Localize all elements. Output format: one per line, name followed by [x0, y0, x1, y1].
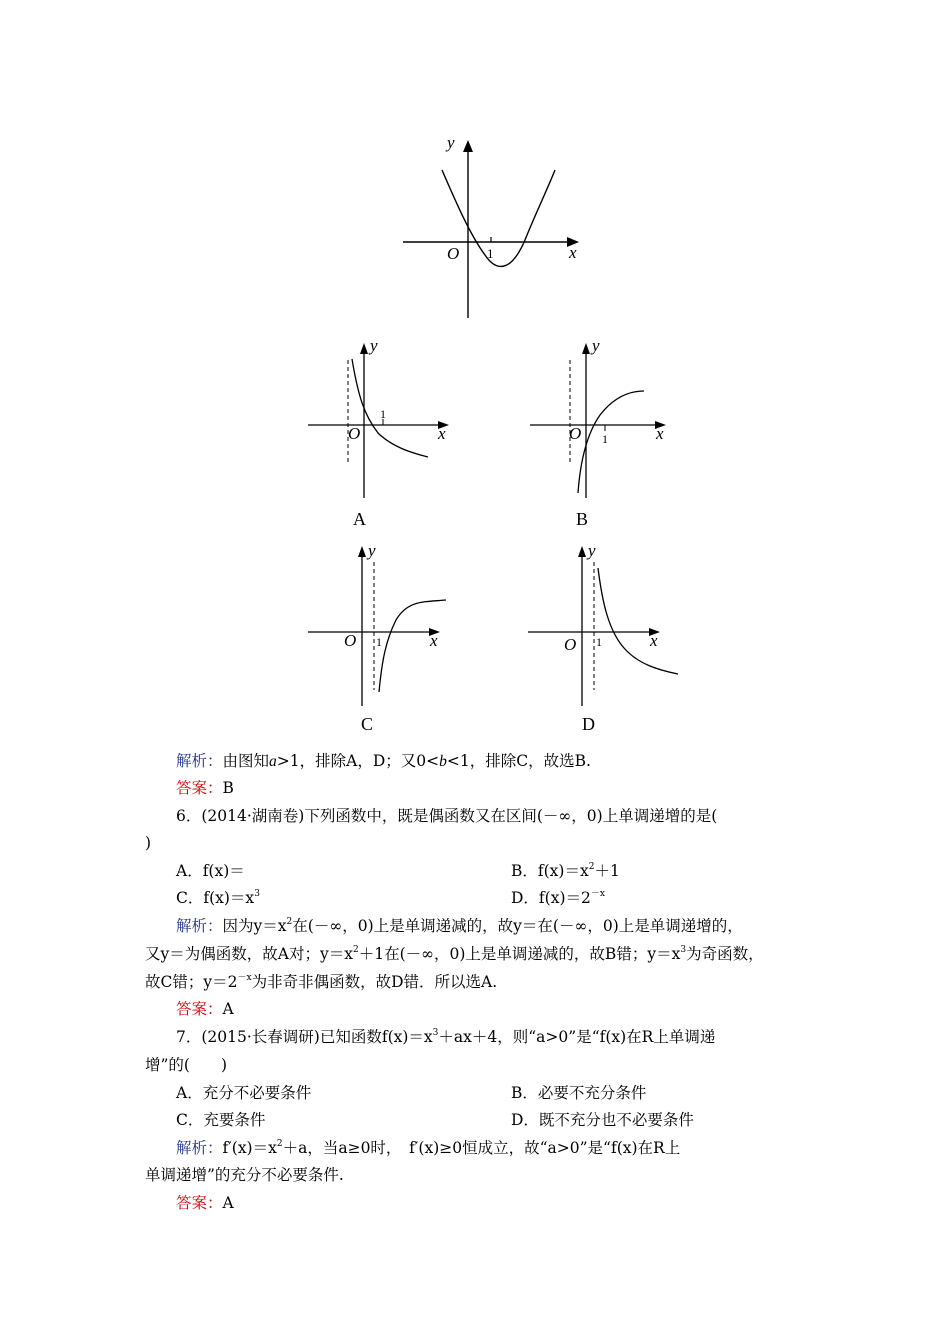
svg-text:1: 1	[602, 432, 608, 446]
svg-text:O: O	[569, 424, 582, 443]
q7-option-a: A．充分不必要条件	[176, 1084, 312, 1102]
q6-answer: 答案：A	[176, 1000, 234, 1018]
svg-text:1: 1	[380, 407, 386, 421]
svg-text:y: y	[368, 541, 376, 560]
q7-option-d: D．既不充分也不必要条件	[511, 1111, 694, 1129]
q6-option-a: A．f(x)＝	[176, 862, 245, 880]
svg-text:1: 1	[376, 635, 382, 649]
q6-option-b: B．$f(x)=x^2+1$	[511, 862, 620, 880]
caption-d: D	[582, 714, 595, 734]
graph-d	[520, 540, 690, 710]
x-label: x	[569, 243, 577, 262]
svg-text:1: 1	[596, 635, 602, 649]
svg-text:O: O	[344, 631, 357, 650]
q7-option-c: C．充要条件	[176, 1111, 266, 1129]
svg-text:x: x	[650, 631, 658, 650]
main-graph	[395, 130, 595, 320]
q6-option-c: C．$f(x)=x^3$	[176, 889, 260, 907]
svg-text:x: x	[438, 424, 446, 443]
q7-stem: 7．(2015·长春调研)已知函数$f(x)=x^3+ax+4$，则“a>0”是“f(x)在R上单调递	[176, 1028, 716, 1046]
svg-text:x: x	[430, 631, 438, 650]
q7-analysis-2: 单调递增”的充分不必要条件.	[145, 1166, 344, 1184]
svg-text:O: O	[348, 424, 361, 443]
q6-stem: 6．(2014·湖南卷)下列函数中，既是偶函数又在区间(－∞，0)上单调递增的是(	[176, 807, 718, 825]
y-axis-arrow	[463, 140, 473, 152]
svg-text:y: y	[588, 541, 596, 560]
svg-text:y: y	[592, 336, 600, 355]
tick-label: 1	[487, 246, 494, 261]
q7-option-b: B．必要不充分条件	[511, 1084, 647, 1102]
q6-option-d: D．$f(x)=2^{-x}$	[511, 889, 605, 907]
svg-text:x: x	[656, 424, 664, 443]
q6-stem-close: )	[145, 834, 152, 852]
q6-analysis-2: 又y＝为偶函数，故A对；$y=x^2+1$在(－∞，0)上是单调递减的，故B错；$y=x^3$为奇函数，	[145, 945, 764, 963]
caption-a: A	[353, 509, 366, 529]
q6-analysis-3: 故C错；$y=2^{-x}$为非奇非偶函数，故D错．所以选A.	[145, 973, 498, 991]
q7-analysis-1: 解析：$f'(x)=x^2+a$，当a≥0时， f′(x)≥0恒成立，故“a>0”是“f(x)在R上	[176, 1139, 681, 1157]
q5-analysis: 解析：由图知a>1，排除A，D；又0<b<1，排除C，故选B.	[176, 752, 591, 770]
caption-b: B	[576, 509, 589, 529]
svg-text:y: y	[370, 336, 378, 355]
origin-label: O	[447, 244, 460, 263]
svg-text:O: O	[564, 635, 577, 654]
q7-answer: 答案：A	[176, 1194, 234, 1212]
caption-c: C	[361, 714, 374, 734]
q5-answer: 答案：B	[176, 779, 234, 797]
graph-b	[522, 335, 682, 500]
q7-stem-2: 增”的( )	[145, 1056, 228, 1074]
y-label: y	[447, 133, 455, 152]
graph-a	[300, 335, 460, 500]
q6-analysis-1: 解析：因为$y=x^2$在(－∞，0)上是单调递减的，故y＝在(－∞，0)上是单调递增的，	[176, 917, 743, 935]
graph-c	[300, 540, 460, 710]
